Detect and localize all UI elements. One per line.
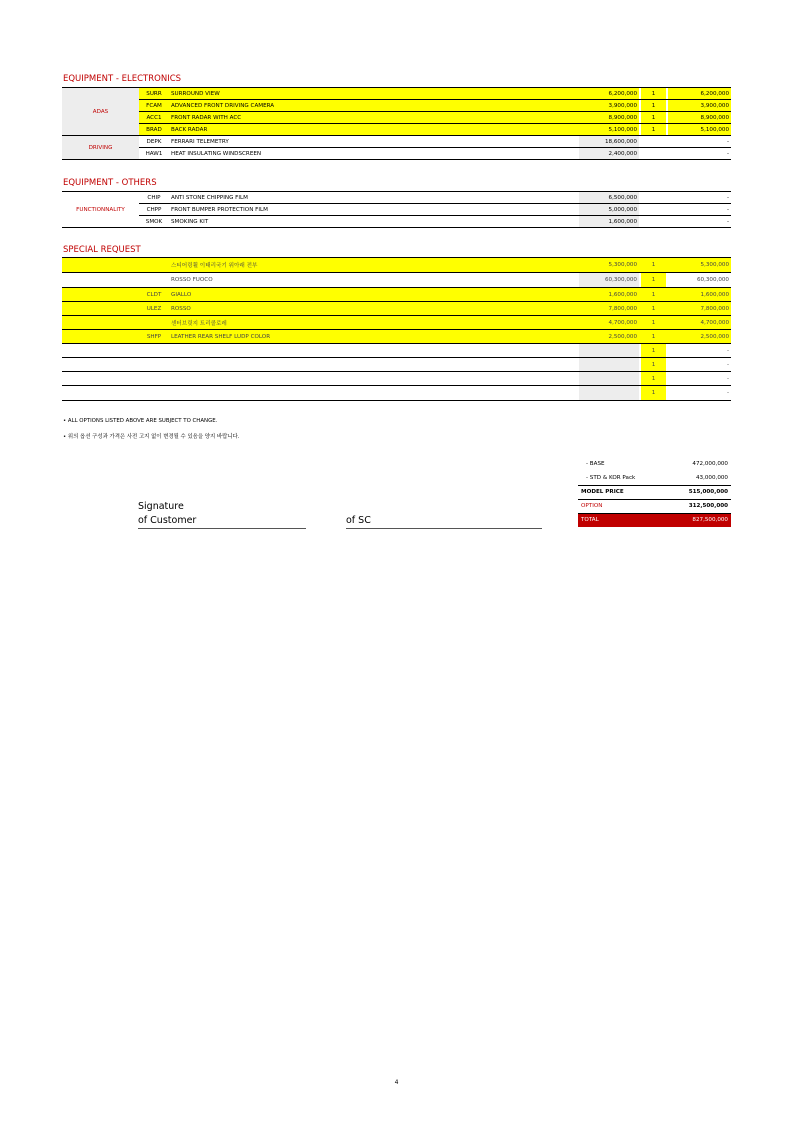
summary-row-model-price: MODEL PRICE 515,000,000 <box>578 485 731 499</box>
table-row <box>62 136 731 148</box>
option-price: 60,300,000 <box>579 273 639 288</box>
table-row <box>62 330 731 344</box>
summary-row-total: TOTAL 827,500,000 <box>578 513 731 527</box>
option-total: - <box>726 218 729 225</box>
option-price: 18,600,000 <box>579 136 639 148</box>
option-qty: 1 <box>641 302 666 316</box>
category-functionnality: FUNCTIONNALITY <box>62 192 139 228</box>
option-code: HAW1 <box>145 150 163 157</box>
option-total: - <box>726 390 729 396</box>
option-qty: 1 <box>641 344 666 358</box>
option-name: BACK RADAR <box>169 124 579 136</box>
option-code: SMOK <box>145 218 163 225</box>
option-name: FRONT RADAR WITH ACC <box>169 112 579 124</box>
option-qty <box>641 216 666 228</box>
option-name: 센터브릿지 트리콜로레 <box>169 316 579 330</box>
option-qty: 1 <box>641 372 666 386</box>
table-row <box>62 358 731 372</box>
table-row <box>62 372 731 386</box>
option-price: 2,500,000 <box>579 330 639 344</box>
option-name: HEAT INSULATING WINDSCREEN <box>171 150 262 157</box>
option-name: GIALLO <box>169 288 579 302</box>
option-price: 5,000,000 <box>579 204 639 216</box>
section-title-others: EQUIPMENT - OTHERS <box>63 178 157 188</box>
page-number: 4 <box>394 1079 399 1086</box>
option-price: 2,400,000 <box>579 148 639 160</box>
option-code: FCAM <box>139 100 169 112</box>
option-total: 60,300,000 <box>696 277 729 283</box>
option-qty <box>641 204 666 216</box>
section-title-electronics: EQUIPMENT - ELECTRONICS <box>63 74 182 84</box>
summary-row-pack: - STD & KOR Pack 43,000,000 <box>578 471 731 485</box>
option-price: 4,700,000 <box>579 316 639 330</box>
table-row <box>62 216 731 228</box>
option-price: 1,600,000 <box>579 288 639 302</box>
option-name: LEATHER REAR SHELF LUDP COLOR <box>169 330 579 344</box>
option-name: FERRARI TELEMETRY <box>171 138 229 145</box>
customer-signature-line <box>138 528 306 529</box>
option-qty: 1 <box>641 288 666 302</box>
option-total: - <box>726 361 729 368</box>
option-code <box>139 273 169 288</box>
option-price: 5,100,000 <box>579 124 639 136</box>
option-price: 6,200,000 <box>579 88 639 100</box>
option-total: - <box>726 347 729 354</box>
table-row <box>62 273 731 288</box>
option-name: SMOKING KIT <box>171 218 209 225</box>
option-name: FRONT BUMPER PROTECTION FILM <box>171 206 268 213</box>
option-price: 6,500,000 <box>579 192 639 204</box>
option-name: ANTI STONE CHIPPING FILM <box>169 192 579 204</box>
option-code: ACC1 <box>139 112 169 124</box>
option-total: - <box>668 192 731 204</box>
table-row <box>62 258 731 273</box>
option-total: 5,300,000 <box>668 258 731 273</box>
signature-customer-label: of Customer <box>138 515 197 526</box>
table-row <box>62 124 731 136</box>
category-driving: DRIVING <box>62 136 139 160</box>
signature-sc-label: of SC <box>346 515 371 526</box>
option-qty: 1 <box>641 124 666 136</box>
electronics-table <box>62 87 731 160</box>
option-code: DEPK <box>146 138 162 145</box>
table-row <box>62 344 731 358</box>
option-price: 5,300,000 <box>579 258 639 273</box>
option-name: SURROUND VIEW <box>169 88 579 100</box>
option-price: 7,800,000 <box>579 302 639 316</box>
option-qty: 1 <box>641 330 666 344</box>
table-row <box>62 100 731 112</box>
table-row <box>62 204 731 216</box>
option-code: SHFP <box>139 330 169 344</box>
option-qty <box>641 136 666 148</box>
table-row <box>62 148 731 160</box>
option-name: ADVANCED FRONT DRIVING CAMERA <box>169 100 579 112</box>
option-total: 5,100,000 <box>668 124 731 136</box>
option-qty: 1 <box>641 358 666 372</box>
option-qty: 1 <box>641 100 666 112</box>
option-code: ULEZ <box>139 302 169 316</box>
sc-signature-line <box>346 528 542 529</box>
summary-row-option: OPTION 312,500,000 <box>578 499 731 513</box>
option-total: 7,800,000 <box>668 302 731 316</box>
option-qty: 1 <box>641 258 666 273</box>
table-row <box>62 192 731 204</box>
category-adas: ADAS <box>62 88 139 136</box>
table-row <box>62 316 731 330</box>
table-row <box>62 288 731 302</box>
option-name: ROSSO FUOCO <box>171 277 213 283</box>
option-qty: 1 <box>641 112 666 124</box>
option-total: 3,900,000 <box>668 100 731 112</box>
note-korean: • 위의 옵션 구성과 가격은 사전 고지 없이 변경될 수 있음을 양지 바랍니다. <box>63 434 240 440</box>
option-qty: 1 <box>641 316 666 330</box>
option-price: 8,900,000 <box>579 112 639 124</box>
option-total: - <box>726 375 729 382</box>
section-title-special: SPECIAL REQUEST <box>63 245 141 255</box>
option-qty: 1 <box>641 386 666 401</box>
option-code: CHIP <box>139 192 169 204</box>
option-code: SURR <box>139 88 169 100</box>
others-table <box>62 191 731 228</box>
note-english: • ALL OPTIONS LISTED ABOVE ARE SUBJECT TO CHANGE. <box>63 418 218 424</box>
option-code: BRAD <box>139 124 169 136</box>
table-row <box>62 88 731 100</box>
summary-row-base: - BASE 472,000,000 <box>586 461 728 467</box>
option-total: 6,200,000 <box>668 88 731 100</box>
table-row <box>62 386 731 401</box>
option-qty: 1 <box>641 88 666 100</box>
option-code: CLDT <box>139 288 169 302</box>
option-total: - <box>726 150 729 157</box>
option-price: 3,900,000 <box>579 100 639 112</box>
option-total: 2,500,000 <box>668 330 731 344</box>
option-code: CHPP <box>146 206 162 213</box>
option-name: ROSSO <box>169 302 579 316</box>
option-qty: 1 <box>641 273 666 288</box>
option-total: - <box>726 206 729 213</box>
option-qty <box>641 148 666 160</box>
option-price: 1,600,000 <box>579 216 639 228</box>
signature-label: Signature <box>138 501 184 512</box>
option-code <box>139 258 169 273</box>
table-row <box>62 112 731 124</box>
option-name: 스티어링휠 이태리국기 위아래 전부 <box>169 258 579 273</box>
option-total: 8,900,000 <box>668 112 731 124</box>
option-total: 4,700,000 <box>668 316 731 330</box>
price-summary <box>578 457 731 527</box>
special-request-table <box>62 257 731 401</box>
table-row <box>62 302 731 316</box>
option-total: 1,600,000 <box>668 288 731 302</box>
option-total: - <box>726 138 729 145</box>
option-code <box>139 316 169 330</box>
option-qty <box>641 192 666 204</box>
